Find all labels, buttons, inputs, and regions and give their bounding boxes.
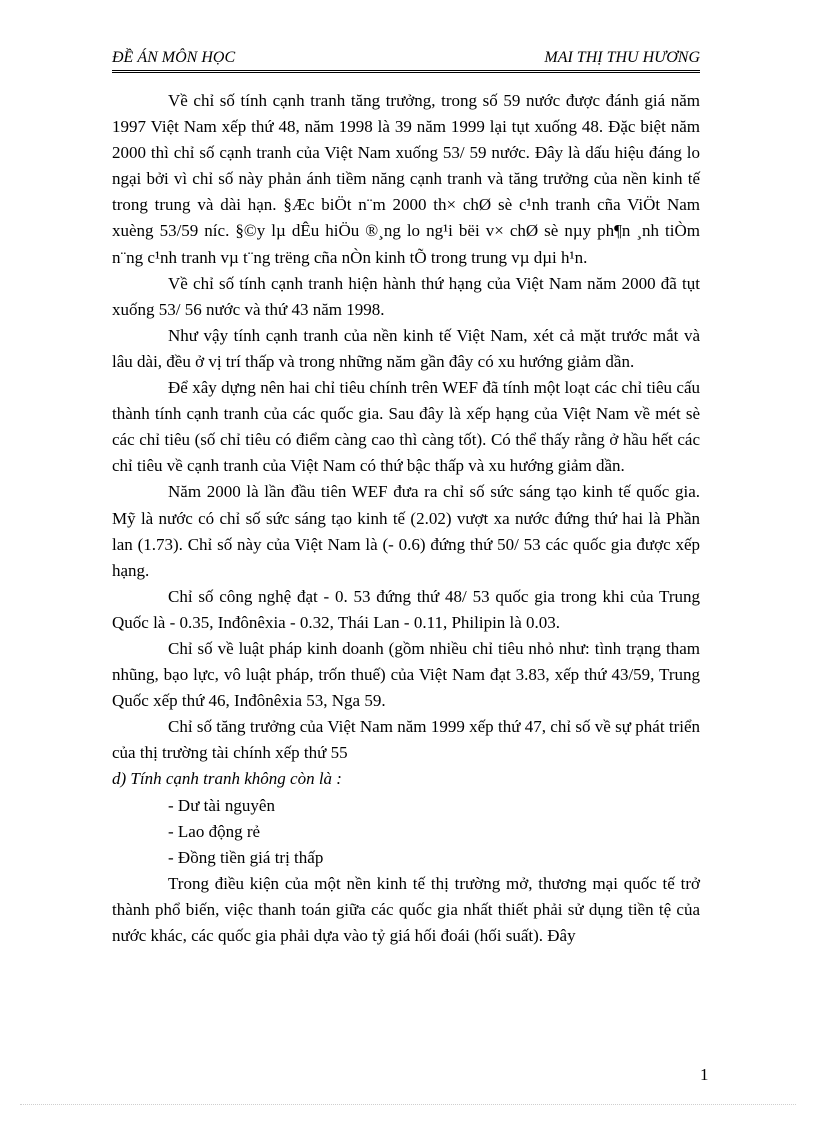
list-item: - Dư tài nguyên (168, 795, 275, 815)
page-header (112, 48, 700, 70)
paragraph-growth-index: Chỉ số tăng trưởng của Việt Nam năm 1999 xếp thứ 47, chỉ số về sự phát triển của thị trường tài chính xếp thứ 55 (112, 717, 700, 763)
list-item: - Lao động rẻ (168, 821, 261, 841)
document-body (112, 88, 700, 949)
paragraph-exchange-rate: Trong điều kiện của một nền kinh tế thị trường mở, thương mại quốc tế trở thành phổ biến, việc thanh toán giữa các quốc gia nhất thiết phải sử dụng tiền tệ của nước khác, các quốc gia phải dựa vào tỷ giá hối đoái (hối suất). Đây (112, 873, 700, 945)
page-number: 1 (700, 1065, 709, 1084)
paragraph-innovation-index: Năm 2000 là lần đầu tiên WEF đưa ra chỉ số sức sáng tạo kinh tế quốc gia. Mỹ là nước có chỉ số sức sáng tạo kinh tế (2.02) vượt xa nước đứng thứ hai là Phần lan (1.73). Chỉ số này của Việt Nam là (- 0.6) đứng thứ 50/ 53 các quốc gia được xếp hạng. (112, 482, 700, 580)
paragraph-wef-indicators: Để xây dựng nên hai chỉ tiêu chính trên WEF đã tính một loạt các chỉ tiêu cấu thành tính cạnh tranh của các quốc gia. Sau đây là xếp hạng của Việt Nam về mét sè các chỉ tiêu (số chỉ tiêu có điểm càng cao thì càng tốt). Có thể thấy rằng ở hầu hết các chỉ tiêu về cạnh tranh của Việt Nam có thứ bậc thấp và xu hướng giảm dần. (112, 378, 700, 476)
page-bottom-divider (20, 1104, 796, 1105)
list-item: - Đồng tiền giá trị thấp (168, 847, 324, 867)
paragraph-summary: Như vậy tính cạnh tranh của nền kinh tế Việt Nam, xét cả mặt trước mắt và lâu dài, đều ở vị trí thấp và trong những năm gần đây có xu hướng giảm dần. (112, 325, 700, 371)
paragraph-current-competitiveness: Về chỉ số tính cạnh tranh hiện hành thứ hạng của Việt Nam năm 2000 đã tụt xuống 53/ 56 nước và thứ 43 năm 1998. (112, 273, 700, 319)
header-course-title: ĐỀ ÁN MÔN HỌC (112, 49, 236, 66)
paragraph-growth-competitiveness: Về chỉ số tính cạnh tranh tăng trưởng, trong số 59 nước được đánh giá năm 1997 Việt Nam xếp thứ 48, năm 1998 là 39 năm 1999 lại tụt xuống 48. Đặc biệt năm 2000 thì chỉ số cạnh tranh của Việt Nam xuống 53/ 59 nước. Đây là dấu hiệu đáng lo ngại bởi vì chỉ số này phản ánh tiềm năng cạnh tranh và tăng trưởng của nền kinh tế trong trung và dài hạn. §Æc biÖt n¨m 2000 th× chØ sè c¹nh tranh cña ViÖt Nam xuèng 53/59 níc. §©y lµ dÊu hiÖu ®¸ng lo ng¹i bëi v× chØ sè nµy ph¶n ¸nh tiÒm n¨ng c¹nh tranh vµ t¨ng trëng cña nÒn kinh tÕ trong trung vµ dµi h¹n. (112, 91, 700, 267)
header-author-name: MAI THỊ THU HƯƠNG (544, 49, 700, 66)
paragraph-business-law-index: Chỉ số về luật pháp kinh doanh (gồm nhiều chỉ tiêu nhỏ như: tình trạng tham nhũng, bạo lực, vô luật pháp, trốn thuế) của Việt Nam đạt 3.83, xếp thứ 43/59, Trung Quốc xếp thứ 46, Inđônêxia 53, Nga 59. (112, 638, 700, 711)
paragraph-technology-index: Chỉ số công nghệ đạt - 0. 53 đứng thứ 48/ 53 quốc gia trong khi của Trung Quốc là - 0.35, Inđônêxia - 0.32, Thái Lan - 0.11, Philipin là 0.03. (112, 586, 700, 632)
header-divider (112, 70, 700, 73)
section-heading: d) Tính cạnh tranh không còn là : (112, 769, 342, 789)
